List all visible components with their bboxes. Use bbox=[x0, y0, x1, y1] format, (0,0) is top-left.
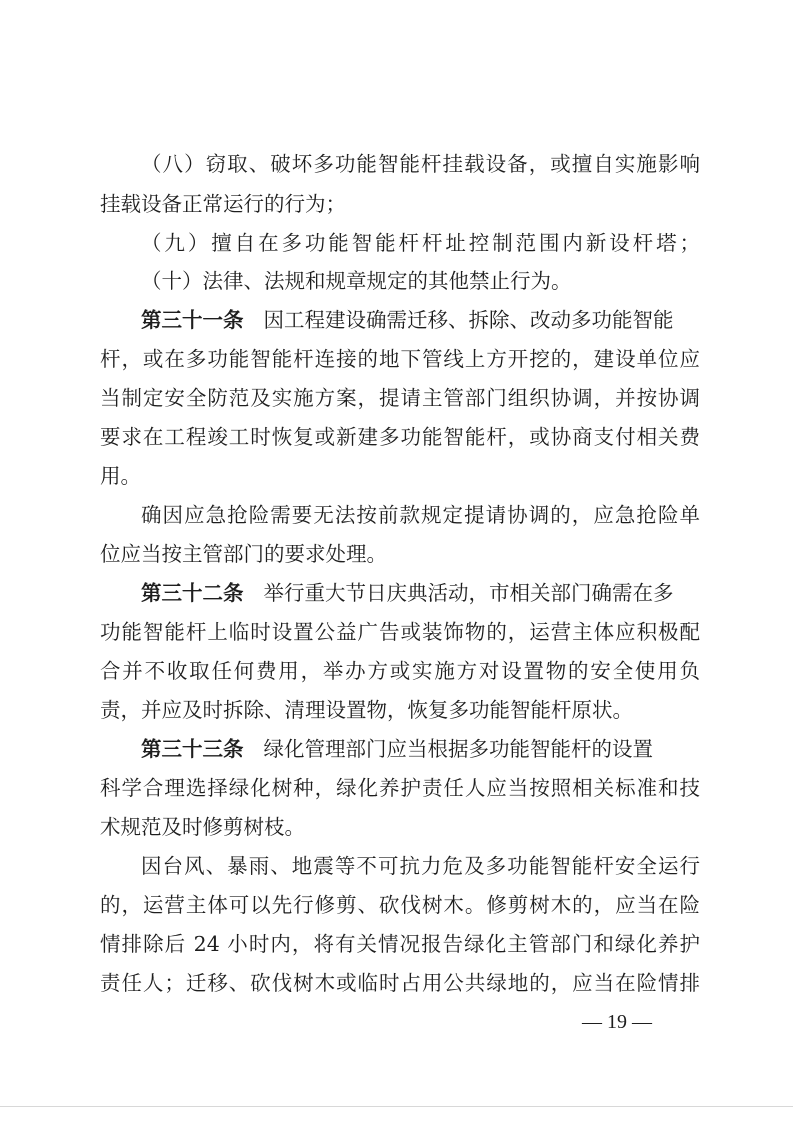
text-line: 科学合理选择绿化树种，绿化养护责任人应当按照相关标准和技 bbox=[100, 776, 700, 800]
article-31-first-line bbox=[141, 306, 700, 334]
text-line: 杆，或在多功能智能杆连接的地下管线上方开挖的，建设单位应 bbox=[100, 347, 700, 371]
text-line: 要求在工程竣工时恢复或新建多功能智能杆，或协商支付相关费 bbox=[100, 425, 700, 449]
text-line: 因台风、暴雨、地震等不可抗力危及多功能智能杆安全运行 bbox=[141, 854, 700, 878]
article-32-heading: 第三十二条 bbox=[141, 581, 244, 605]
article-32-first-line bbox=[141, 579, 700, 607]
text-line: 的，运营主体可以先行修剪、砍伐树木。修剪树木的，应当在险 bbox=[100, 893, 700, 917]
scan-edge-divider bbox=[0, 1106, 793, 1107]
text-line: 挂载设备正常运行的行为； bbox=[100, 192, 346, 216]
text-line: 合并不收取任何费用，举办方或实施方对设置物的安全使用负 bbox=[100, 659, 700, 683]
text-line: 当制定安全防范及实施方案，提请主管部门组织协调，并按协调 bbox=[100, 386, 700, 410]
article-33-first-line bbox=[141, 735, 700, 763]
text-line: （十）法律、法规和规章规定的其他禁止行为。 bbox=[141, 269, 572, 293]
article-33-heading: 第三十三条 bbox=[141, 737, 244, 761]
page-number: — 19 — bbox=[582, 1011, 652, 1033]
text-line: 位应当按主管部门的要求处理。 bbox=[100, 542, 387, 566]
text-line: 术规范及时修剪树枝。 bbox=[100, 815, 305, 839]
text-line: 责任人；迁移、砍伐树木或临时占用公共绿地的，应当在险情排 bbox=[100, 971, 700, 995]
text-line: （八）窃取、破坏多功能智能杆挂载设备，或擅自实施影响 bbox=[141, 152, 700, 176]
text-line: 用。 bbox=[100, 464, 141, 488]
text-line: 因工程建设确需迁移、拆除、改动多功能智能 bbox=[263, 308, 674, 332]
text-line: 功能智能杆上临时设置公益广告或装饰物的，运营主体应积极配 bbox=[100, 620, 700, 644]
text-line: （九）擅自在多功能智能杆杆址控制范围内新设杆塔； bbox=[141, 231, 700, 255]
article-31-heading: 第三十一条 bbox=[141, 308, 244, 332]
text-line: 举行重大节日庆典活动，市相关部门确需在多 bbox=[263, 581, 674, 605]
text-line: 责，并应及时拆除、清理设置物，恢复多功能智能杆原状。 bbox=[100, 698, 633, 722]
text-line: 情排除后 24 小时内，将有关情况报告绿化主管部门和绿化养护 bbox=[100, 932, 700, 956]
text-line: 确因应急抢险需要无法按前款规定提请协调的，应急抢险单 bbox=[141, 503, 700, 527]
text-line: 绿化管理部门应当根据多功能智能杆的设置 bbox=[263, 737, 653, 761]
